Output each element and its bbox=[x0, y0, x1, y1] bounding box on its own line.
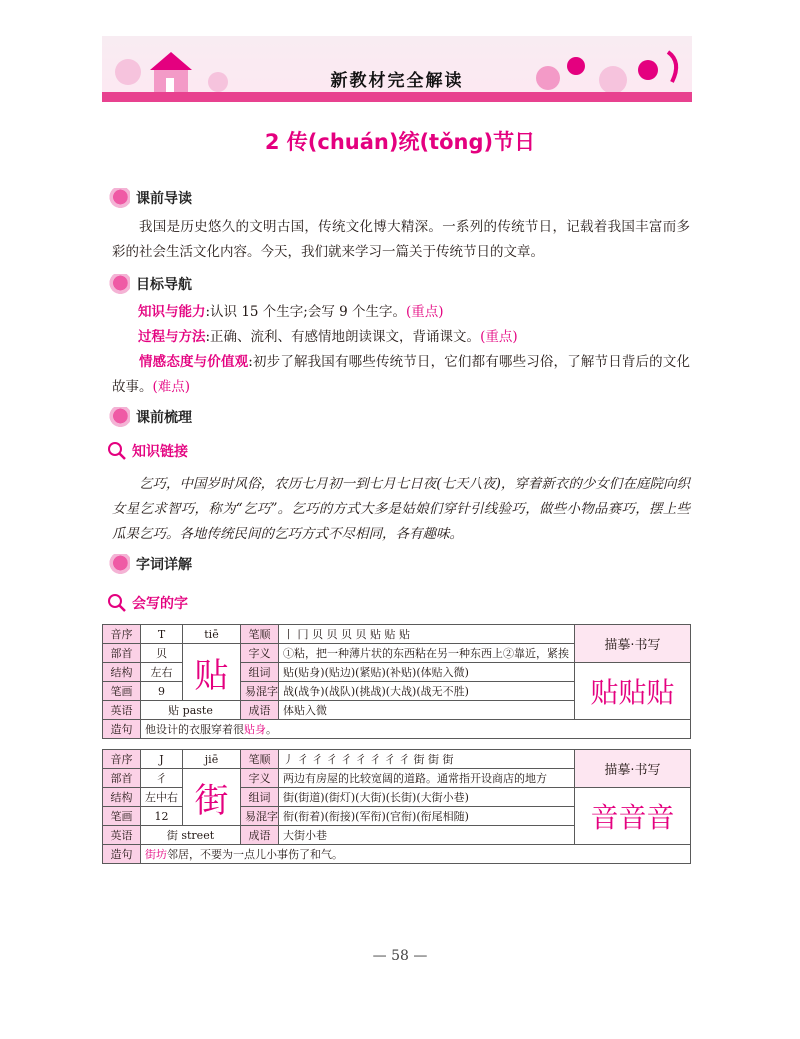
char2-idiom: 大街小巷 bbox=[279, 826, 575, 845]
char-card-jie: 音序 J jiē 笔顺 丿 彳 彳 彳 彳 彳 彳 彳 彳 街 街 街 描摹·书写 部首 彳 街 字义 两边有房屋的比较宽阔的道路。通常指开设商店的地方 结构 左中右 组词 街(街道)(街灯)(大街)(长街)(大街小巷) 音音音 笔画 12 易混字 衔(衔着)(衔接)(军衔)(官衔)(衔尾相随) 英语 街 street 成语 大街小巷 造句 街坊邻居，不要为一点儿小事伤了和气。 bbox=[102, 749, 691, 864]
char2-meaning: 两边有房屋的比较宽阔的道路。通常指开设商店的地方 bbox=[279, 769, 575, 788]
char1-strokes: 9 bbox=[141, 682, 183, 701]
target-icon bbox=[106, 274, 130, 294]
char1-english: 贴 paste bbox=[141, 701, 241, 720]
char2-english: 街 street bbox=[141, 826, 241, 845]
section-preview-label: 课前导读 bbox=[136, 191, 192, 207]
page-banner bbox=[102, 36, 692, 102]
goal-knowledge: 知识与能力:认识 15 个生字;会写 9 个生字。(重点) bbox=[138, 304, 444, 320]
magnifier-icon bbox=[106, 441, 128, 461]
char1-structure: 左右 bbox=[141, 663, 183, 682]
char1-stroke-order: 丨 冂 贝 贝 贝 贝 贴 贴 贴 bbox=[279, 625, 575, 644]
char2-pinyin: jiē bbox=[183, 750, 241, 769]
char2-radical: 彳 bbox=[141, 769, 183, 788]
section-goals bbox=[106, 272, 192, 296]
char1-sentence: 他设计的衣服穿着很贴身。 bbox=[141, 720, 691, 739]
section-review-label: 课前梳理 bbox=[136, 410, 192, 426]
goal-emotion: 情感态度与价值观:初步了解我国有哪些传统节日，它们都有哪些习俗，了解节日背后的文化故事。(难点) bbox=[112, 354, 690, 395]
char1-trace-label: 描摹·书写 bbox=[575, 625, 691, 663]
char2-words: 街(街道)(街灯)(大街)(长街)(大街小巷) bbox=[279, 788, 575, 807]
char1-radical: 贝 bbox=[141, 644, 183, 663]
page-footer: — 58 — bbox=[372, 948, 428, 964]
char1-pinyin: tiē bbox=[183, 625, 241, 644]
char1-confuse: 战(战争)(战队)(挑战)(大战)(战无不胜) bbox=[279, 682, 575, 701]
char1-letter: T bbox=[141, 625, 183, 644]
magnifier-icon bbox=[106, 593, 128, 613]
subsection-write-label: 会写的字 bbox=[132, 596, 188, 612]
char2-trace-grid: 音音音 bbox=[575, 788, 691, 845]
char1-big-char: 贴 bbox=[183, 644, 241, 701]
char1-meaning: ①粘，把一种薄片状的东西粘在另一种东西上②靠近，紧挨 bbox=[279, 644, 575, 663]
char2-strokes: 12 bbox=[141, 807, 183, 826]
subsection-knowledge-label: 知识链接 bbox=[132, 444, 188, 460]
banner-strip bbox=[102, 92, 692, 102]
char-card-tie: 音序 T tiē 笔顺 丨 冂 贝 贝 贝 贝 贴 贴 贴 描摹·书写 部首 贝 贴 字义 ①粘，把一种薄片状的东西粘在另一种东西上②靠近，紧挨 结构 左右 组词 贴(贴身)(贴边)(紧贴)(补贴)(体贴入微) 贴贴贴 笔画 9 易混字 战(战争)(战队)(挑战)(大战)(战无不胜) 英语 贴 paste 成语 体贴入微 造句 他设计的衣服穿着很贴身。 bbox=[102, 624, 691, 739]
notebook-icon bbox=[106, 407, 130, 427]
banner-title: 新教材完全解读 bbox=[330, 71, 464, 91]
char1-trace-grid: 贴贴贴 bbox=[575, 663, 691, 720]
char2-stroke-order: 丿 彳 彳 彳 彳 彳 彳 彳 彳 街 街 街 bbox=[279, 750, 575, 769]
lesson-title: 2 传(chuán)统(tǒng)节日 bbox=[264, 130, 536, 154]
knowledge-paragraph: 乞巧，中国岁时风俗，农历七月初一到七月七日夜(七天八夜)，穿着新衣的少女们在庭院向织女星乞求智巧，称为“乞巧”。乞巧的方式大多是姑娘们穿针引线验巧，做些小物品赛巧，摆上些瓜果乞巧。各地传统民间的乞巧方式不尽相同，各有趣味。 bbox=[112, 476, 690, 542]
char1-words: 贴(贴身)(贴边)(紧贴)(补贴)(体贴入微) bbox=[279, 663, 575, 682]
subsection-knowledge bbox=[106, 440, 188, 462]
section-words bbox=[106, 552, 192, 576]
char2-letter: J bbox=[141, 750, 183, 769]
section-review bbox=[106, 405, 192, 429]
book-icon bbox=[106, 188, 130, 208]
char2-structure: 左中右 bbox=[141, 788, 183, 807]
char2-trace-label: 描摹·书写 bbox=[575, 750, 691, 788]
intro-paragraph: 我国是历史悠久的文明古国，传统文化博大精深。一系列的传统节日，记载着我国丰富而多彩的社会生活文化内容。今天，我们就来学习一篇关于传统节日的文章。 bbox=[112, 219, 690, 260]
char2-sentence: 街坊邻居，不要为一点儿小事伤了和气。 bbox=[141, 845, 691, 864]
books-icon bbox=[106, 554, 130, 574]
char2-big-char: 街 bbox=[183, 769, 241, 826]
section-preview bbox=[106, 186, 192, 210]
section-goals-label: 目标导航 bbox=[136, 277, 192, 293]
char2-confuse: 衔(衔着)(衔接)(军衔)(官衔)(衔尾相随) bbox=[279, 807, 575, 826]
section-words-label: 字词详解 bbox=[136, 557, 192, 573]
subsection-write bbox=[106, 592, 188, 614]
goal-process: 过程与方法:正确、流利、有感情地朗读课文，背诵课文。(重点) bbox=[138, 329, 518, 345]
char1-idiom: 体贴入微 bbox=[279, 701, 575, 720]
page-number: 58 bbox=[391, 948, 409, 964]
